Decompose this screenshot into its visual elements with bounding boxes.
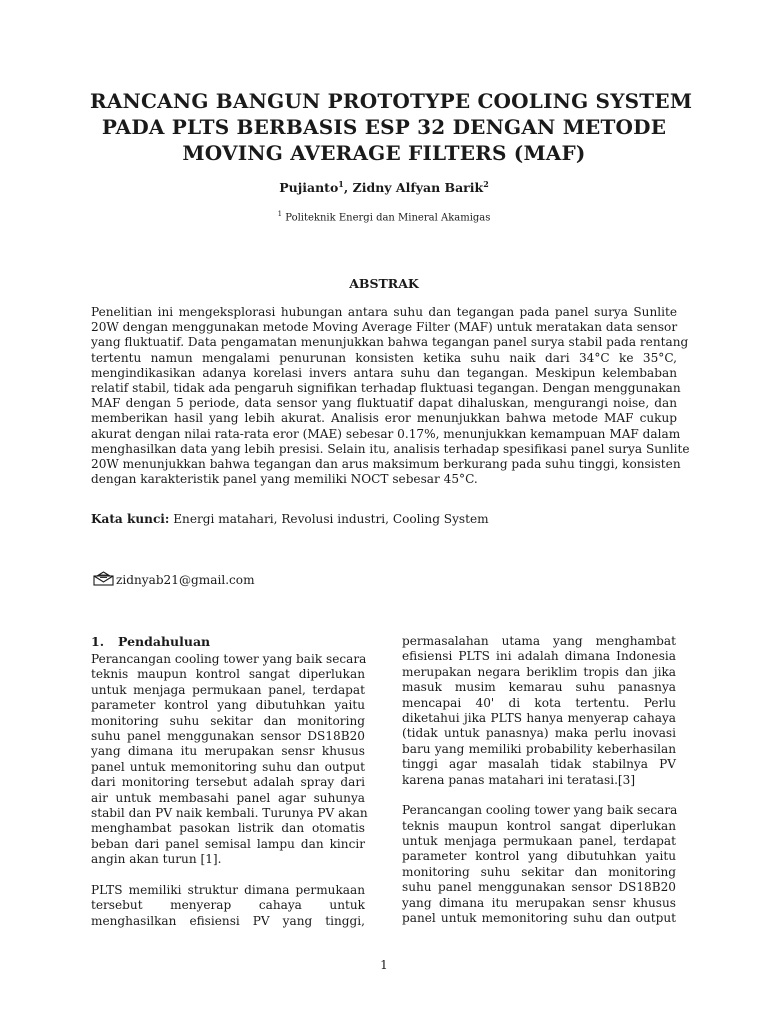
abstract-line: tertentu namun mengalami penurunan konsisten ketika suhu naik dari 34°C ke 35°C, [91,350,677,365]
abstract-line: memberikan hasil yang lebih akurat. Analisis eror menunjukkan bahwa metode MAF cukup [91,411,677,426]
author-affiliation-mark: 1 [338,179,344,189]
body-line: angin akan turun [1]. [91,852,222,867]
body-line: yang dimana itu merupakan sensr khusus [402,895,676,910]
abstract-line: relatif stabil, tidak ada pengaruh signifikan terhadap fluktuasi tegangan. Dengan menggunakan [91,380,681,395]
body-line: stabil dan PV naik kembali. Turunya PV akan [91,805,368,820]
body-line: monitoring suhu sekitar dan monitoring [402,864,676,879]
abstract-line: 20W menunjukkan bahwa tegangan dan arus maksimum berkurang pada suhu tinggi, konsisten [91,456,681,471]
affiliation-text: Politeknik Energi dan Mineral Akamigas [282,212,491,224]
keywords-text: Energi matahari, Revolusi industri, Cooling System [169,512,489,526]
abstract-line: MAF dengan 5 periode, data sensor yang fluktuatif dapat dihaluskan, mengurangi noise, dan [91,396,677,411]
body-line: parameter kontrol yang dibutuhkan yaitu [402,849,676,864]
paper-title [90,88,693,166]
author-name: Zidny Alfyan Barik [352,180,484,196]
abstract-body [91,305,690,487]
envelope-icon [93,571,114,589]
body-line: menghambat pasokan listrik dan otomatis [91,821,365,836]
author-separator: , [343,180,353,196]
abstract-line: dengan karakteristik panel yang memiliki NOCT sebesar 45°C. [91,472,478,487]
right-column [402,634,676,926]
body-line: tinggi agar masalah tidak stabilnya PV [402,757,676,772]
section-heading [91,634,365,652]
page-number: 1 [380,958,388,972]
body-line: masuk musim kemarau suhu panasnya [402,680,676,695]
body-line: yang dimana itu merupakan sensr khusus [91,744,365,759]
abstract-line: Penelitian ini mengeksplorasi hubungan antara suhu dan tegangan pada panel surya Sunlite [91,305,677,319]
body-line: PLTS memiliki struktur dimana permukaan [91,882,365,897]
body-line: Perancangan cooling tower yang baik secara [402,803,678,818]
paragraph-gap [402,788,676,803]
abstract-heading: ABSTRAK [349,276,419,291]
body-line: karena panas matahari ini teratasi.[3] [402,772,636,787]
affiliation-mark: 1 [277,210,283,218]
body-line: untuk menjaga permukaan panel, terdapat [402,834,676,849]
title-line: PADA PLTS BERBASIS ESP 32 DENGAN METODE [101,115,667,139]
body-line: dari monitoring tersebut adalah spray dari [91,775,365,790]
body-line: beban dari panel semisal lampu dan kincir [91,836,365,851]
body-line: permasalahan utama yang menghambat [402,634,676,648]
abstract-line: 20W dengan menggunakan metode Moving Average Filter (MAF) untuk meratakan data sensor [91,320,678,335]
title-line: MOVING AVERAGE FILTERS (MAF) [182,141,586,165]
author-name: Pujianto [279,180,339,196]
author-list [0,179,768,195]
author-affiliation-mark: 2 [483,179,489,189]
section-title: Pendahuluan [118,634,211,649]
keywords-label: Kata kunci: [91,512,170,526]
paragraph-gap [91,867,365,882]
body-line: merupakan negara beriklim tropis dan jika [402,664,676,679]
body-line: menghasilkan efisiensi PV yang tinggi, [91,913,365,928]
body-line: suhu panel menggunakan sensor DS18B20 [91,728,365,743]
abstract-line: akurat dengan nilai rata-rata eror (MAE) sebesar 0.17%, menunjukkan kemampuan MAF dalam [91,426,681,441]
body-line: suhu panel menggunakan sensor DS18B20 [402,880,676,895]
body-line: (tidak untuk panasnya) maka perlu inovasi [402,726,676,741]
body-line: air untuk membasahi panel agar suhunya [91,790,365,805]
affiliation [0,210,768,223]
left-column [91,634,368,929]
body-line: Perancangan cooling tower yang baik secara [91,652,367,666]
body-line: untuk menjaga permukaan panel, terdapat [91,682,365,697]
title-line: RANCANG BANGUN PROTOTYPE COOLING SYSTEM [90,89,693,113]
body-line: mencapai 40' di kota tertentu. Perlu [402,695,676,710]
abstract-line: yang fluktuatif. Data pengamatan menunjukkan bahwa tegangan panel surya stabil pada rentang [91,335,689,350]
body-line: panel untuk memonitoring suhu dan output [91,759,365,774]
body-line: tersebut menyerap cahaya untuk [91,898,365,913]
keywords [91,512,489,526]
body-line: diketahui jika PLTS hanya menyerap cahaya [402,710,676,725]
contact-email [93,571,255,589]
body-line: baru yang memiliki probability keberhasilan [402,741,676,756]
body-line: parameter kontrol yang dibutuhkan yaitu [91,698,365,713]
abstract-line: mengindikasikan adanya korelasi invers antara suhu dan tegangan. Meskipun kelembaban [91,365,677,380]
body-line: monitoring suhu sekitar dan monitoring [91,713,365,728]
body-line: teknis maupun kontrol sangat diperlukan [91,667,365,682]
abstract-line: menghasilkan data yang lebih presisi. Selain itu, analisis terhadap spesifikasi panel surya Sunlite [91,441,690,456]
body-line: efisiensi PLTS ini adalah dimana Indonesia [402,649,676,664]
email-address[interactable]: zidnyab21@gmail.com [116,573,255,587]
body-line: teknis maupun kontrol sangat diperlukan [402,818,676,833]
section-number: 1. [91,634,105,649]
body-line: panel untuk memonitoring suhu dan output [402,911,676,926]
